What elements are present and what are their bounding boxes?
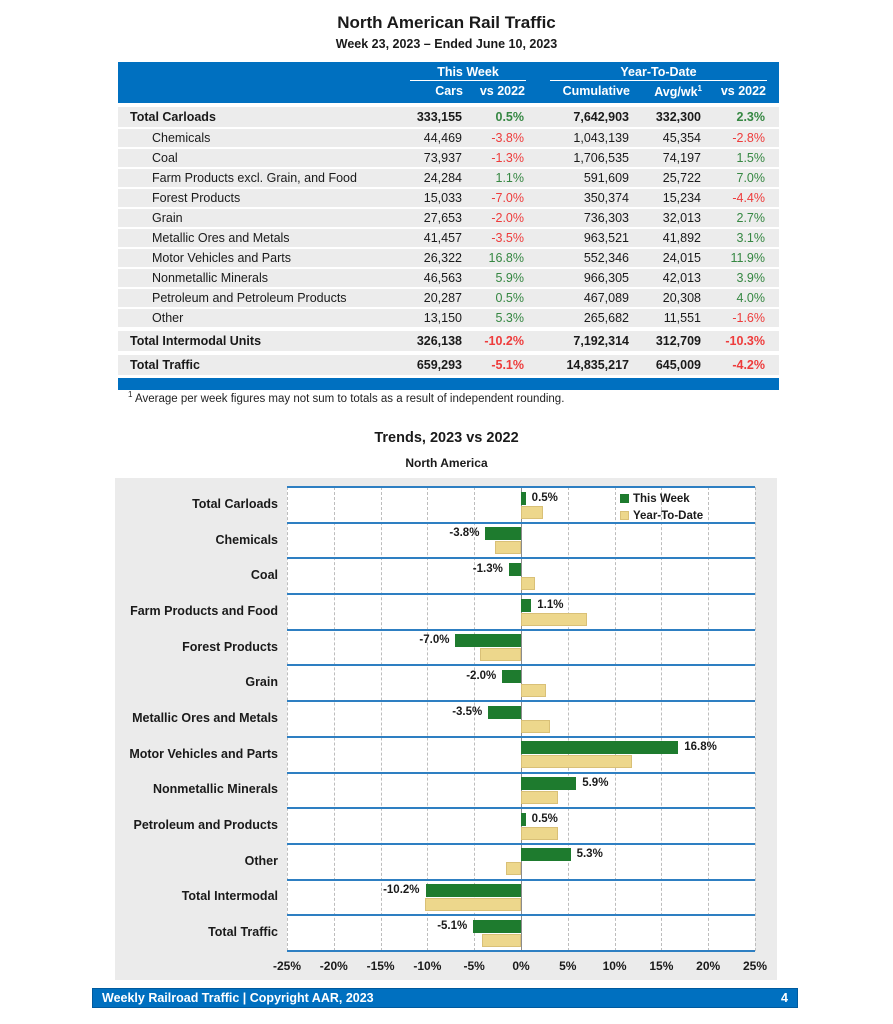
cars-vs-2022: 1.1%	[495, 171, 524, 186]
ytd-vs-2022: -10.3%	[725, 334, 765, 349]
band-separator	[287, 593, 755, 595]
row-label: Forest Products	[152, 191, 241, 206]
column-header-cars-vs-2022: vs 2022	[479, 84, 525, 98]
bar-value-label: -10.2%	[383, 884, 420, 897]
band-separator	[287, 664, 755, 666]
table-row-chemicals	[118, 129, 779, 147]
footnote	[128, 390, 564, 405]
ytd-vs-2022: 11.9%	[730, 251, 765, 266]
bar-value-label: -3.5%	[452, 705, 483, 718]
bar-this-week-grain	[502, 670, 521, 683]
bar-value-label: 16.8%	[684, 741, 717, 754]
bar-this-week-petroleum-and-products	[521, 813, 526, 826]
bar-this-week-total-intermodal	[426, 884, 521, 897]
bar-year-to-date-forest-products	[480, 648, 521, 661]
x-tick-label: -10%	[413, 959, 442, 973]
this-week-swatch-icon	[620, 494, 629, 503]
bar-year-to-date-coal	[521, 577, 535, 590]
cars-value: 15,033	[423, 191, 462, 206]
bar-year-to-date-grain	[521, 684, 546, 697]
ytd-avg-wk: 32,013	[662, 211, 701, 226]
band-separator	[287, 629, 755, 631]
table-row-motor-vehicles-and-parts	[118, 249, 779, 267]
table-header-groups	[118, 65, 779, 81]
row-label: Nonmetallic Minerals	[152, 271, 269, 286]
band-separator	[287, 700, 755, 702]
ytd-cumulative: 966,305	[583, 271, 629, 286]
ytd-vs-2022: -2.8%	[732, 131, 765, 146]
cars-vs-2022: -1.3%	[491, 151, 524, 166]
bar-this-week-chemicals	[485, 527, 521, 540]
bar-this-week-metallic-ores-and-metals	[488, 706, 521, 719]
group-header-this-week: This Week	[410, 65, 526, 81]
bar-year-to-date-farm-products-and-food	[521, 613, 587, 626]
table-row-grain	[118, 209, 779, 227]
row-label: Coal	[152, 151, 178, 166]
bar-value-label: 0.5%	[531, 812, 558, 825]
x-tick-label: 20%	[696, 959, 721, 973]
cars-vs-2022: -3.8%	[491, 131, 524, 146]
column-header-ytd-vs-2022: vs 2022	[720, 84, 766, 98]
bar-value-label: 5.3%	[576, 848, 603, 861]
table-row-total-intermodal-units	[118, 331, 779, 351]
bar-this-week-motor-vehicles-and-parts	[521, 741, 678, 754]
x-tick-label: -5%	[463, 959, 485, 973]
bar-value-label: -5.1%	[437, 919, 468, 932]
bar-this-week-nonmetallic-minerals	[521, 777, 576, 790]
ytd-cumulative: 963,521	[583, 231, 629, 246]
ytd-avg-wk: 41,892	[662, 231, 701, 246]
ytd-avg-wk: 25,722	[662, 171, 701, 186]
ytd-avg-wk: 645,009	[655, 358, 701, 373]
footnote-marker: 1	[128, 390, 133, 399]
cars-value: 73,937	[423, 151, 462, 166]
x-tick-label: -25%	[272, 959, 301, 973]
ytd-cumulative: 591,609	[583, 171, 629, 186]
table-bottom-bar	[118, 378, 779, 390]
ytd-vs-2022: 2.7%	[736, 211, 765, 226]
bar-value-label: -3.8%	[449, 527, 480, 540]
legend-item-year-to-date	[620, 507, 703, 524]
footer-page-number: 4	[781, 991, 788, 1005]
legend-label-year-to-date: Year-To-Date	[633, 509, 704, 522]
category-label-total-intermodal: Total Intermodal	[181, 889, 278, 904]
category-label-farm-products-and-food: Farm Products and Food	[130, 603, 278, 618]
ytd-avg-wk: 45,354	[662, 131, 701, 146]
cars-value: 41,457	[423, 231, 462, 246]
cars-vs-2022: -5.1%	[491, 358, 524, 373]
bar-year-to-date-total-intermodal	[425, 898, 521, 911]
cars-value: 44,469	[423, 131, 462, 146]
page-title: North American Rail Traffic	[337, 13, 556, 32]
bar-year-to-date-total-carloads	[521, 506, 543, 519]
ytd-cumulative: 7,642,903	[573, 110, 629, 125]
ytd-cumulative: 552,346	[583, 251, 629, 266]
x-tick-label: 25%	[742, 959, 768, 973]
bar-this-week-total-traffic	[473, 920, 521, 933]
ytd-avg-wk: 20,308	[662, 291, 701, 306]
footer-bar	[92, 988, 798, 1008]
avg-wk-footnote-marker: 1	[697, 84, 702, 93]
ytd-vs-2022: 1.5%	[736, 151, 765, 166]
row-label: Total Traffic	[130, 358, 200, 373]
ytd-cumulative: 14,835,217	[566, 358, 629, 373]
category-label-chemicals: Chemicals	[215, 532, 278, 547]
bar-year-to-date-other	[506, 862, 521, 875]
chart-legend	[620, 490, 703, 524]
bar-value-label: 0.5%	[531, 491, 558, 504]
row-label: Total Intermodal Units	[130, 334, 262, 349]
ytd-vs-2022: 2.3%	[736, 110, 765, 125]
ytd-cumulative: 736,303	[583, 211, 629, 226]
chart-title: Trends, 2023 vs 2022	[374, 430, 519, 446]
ytd-cumulative: 1,706,535	[573, 151, 629, 166]
ytd-cumulative: 350,374	[583, 191, 629, 206]
ytd-vs-2022: 3.1%	[736, 231, 765, 246]
category-label-metallic-ores-and-metals: Metallic Ores and Metals	[132, 711, 278, 725]
cars-value: 46,563	[423, 271, 462, 286]
column-header-avg-wk	[643, 81, 715, 100]
band-separator	[287, 879, 755, 881]
category-label-petroleum-and-products: Petroleum and Products	[133, 818, 278, 833]
ytd-vs-2022: 4.0%	[736, 291, 765, 306]
column-header-cumulative: Cumulative	[562, 84, 630, 98]
bar-value-label: 5.9%	[582, 777, 609, 790]
cars-vs-2022: 16.8%	[488, 251, 524, 266]
table-row-forest-products	[118, 189, 779, 207]
cars-vs-2022: 0.5%	[495, 110, 524, 125]
bar-year-to-date-motor-vehicles-and-parts	[521, 755, 632, 768]
bar-value-label: -1.3%	[472, 562, 503, 575]
table-header	[118, 62, 779, 103]
year-to-date-swatch-icon	[620, 511, 629, 520]
bar-this-week-farm-products-and-food	[521, 599, 531, 612]
cars-vs-2022: -2.0%	[491, 211, 524, 226]
x-tick-label: 0%	[512, 959, 530, 973]
band-separator	[287, 772, 755, 774]
cars-value: 27,653	[423, 211, 462, 226]
avg-wk-label: Avg/wk	[654, 85, 698, 100]
category-label-nonmetallic-minerals: Nonmetallic Minerals	[152, 782, 278, 797]
ytd-avg-wk: 42,013	[662, 271, 701, 286]
table-header-columns	[118, 81, 779, 100]
ytd-avg-wk: 312,709	[655, 334, 701, 349]
trends-chart	[115, 478, 777, 980]
category-label-forest-products: Forest Products	[182, 639, 278, 654]
chart-subtitle: North America	[405, 456, 488, 470]
page-subtitle: Week 23, 2023 – Ended June 10, 2023	[335, 37, 558, 51]
category-label-coal: Coal	[250, 568, 278, 583]
bar-year-to-date-petroleum-and-products	[521, 827, 558, 840]
band-separator	[287, 557, 755, 559]
category-label-grain: Grain	[245, 675, 278, 690]
cars-vs-2022: 5.3%	[495, 311, 524, 326]
ytd-vs-2022: -4.2%	[732, 358, 765, 373]
x-tick-label: -15%	[366, 959, 395, 973]
row-label: Motor Vehicles and Parts	[152, 251, 291, 266]
table-row-total-carloads	[118, 107, 779, 127]
band-separator	[287, 736, 755, 738]
table-row-nonmetallic-minerals	[118, 269, 779, 287]
cars-value: 326,138	[416, 334, 462, 349]
bar-year-to-date-metallic-ores-and-metals	[521, 720, 550, 733]
ytd-vs-2022: 7.0%	[736, 171, 765, 186]
bar-value-label: 1.1%	[537, 598, 564, 611]
table-row-farm-products-excl-grain-and-food	[118, 169, 779, 187]
ytd-avg-wk: 15,234	[662, 191, 701, 206]
x-tick-label: -20%	[319, 959, 348, 973]
bar-this-week-coal	[509, 563, 521, 576]
table-row-other	[118, 309, 779, 327]
header-spacer	[118, 65, 398, 81]
bar-this-week-forest-products	[455, 634, 521, 647]
ytd-vs-2022: -1.6%	[732, 311, 765, 326]
category-label-total-traffic: Total Traffic	[208, 925, 278, 940]
group-header-year-to-date: Year-To-Date	[550, 65, 767, 81]
table-row-petroleum-and-petroleum-products	[118, 289, 779, 307]
traffic-table	[118, 62, 779, 390]
cars-vs-2022: 0.5%	[495, 291, 524, 306]
band-separator	[287, 843, 755, 845]
bar-this-week-other	[521, 848, 571, 861]
table-body	[118, 107, 779, 375]
cars-value: 333,155	[416, 110, 462, 125]
bar-year-to-date-chemicals	[495, 541, 521, 554]
cars-vs-2022: 5.9%	[495, 271, 524, 286]
ytd-cumulative: 467,089	[583, 291, 629, 306]
cars-value: 20,287	[423, 291, 462, 306]
cars-value: 24,284	[423, 171, 462, 186]
row-label: Grain	[152, 211, 183, 226]
bar-year-to-date-nonmetallic-minerals	[521, 791, 558, 804]
category-label-motor-vehicles-and-parts: Motor Vehicles and Parts	[129, 746, 278, 761]
ytd-vs-2022: 3.9%	[736, 271, 765, 286]
ytd-cumulative: 265,682	[583, 311, 629, 326]
bar-this-week-total-carloads	[521, 492, 526, 505]
row-label: Metallic Ores and Metals	[152, 231, 290, 246]
bar-value-label: -7.0%	[419, 634, 450, 647]
band-separator	[287, 914, 755, 916]
row-label: Chemicals	[152, 131, 211, 146]
header-spacer	[118, 81, 398, 100]
ytd-avg-wk: 74,197	[662, 151, 701, 166]
table-row-coal	[118, 149, 779, 167]
ytd-avg-wk: 11,551	[663, 311, 701, 326]
column-header-cars: Cars	[435, 84, 463, 98]
ytd-avg-wk: 332,300	[655, 110, 701, 125]
cars-vs-2022: -3.5%	[491, 231, 524, 246]
category-label-other: Other	[244, 853, 278, 868]
cars-value: 13,150	[423, 311, 462, 326]
footnote-text: Average per week figures may not sum to totals as a result of independent rounding.	[135, 392, 565, 405]
category-label-total-carloads: Total Carloads	[192, 496, 278, 511]
table-row-total-traffic	[118, 355, 779, 375]
cars-vs-2022: -7.0%	[491, 191, 524, 206]
x-tick-label: 15%	[649, 959, 674, 973]
legend-item-this-week	[620, 490, 703, 507]
ytd-vs-2022: -4.4%	[732, 191, 765, 206]
row-label: Petroleum and Petroleum Products	[152, 291, 347, 306]
bar-value-label: -2.0%	[466, 669, 497, 682]
row-label: Other	[152, 311, 184, 326]
table-row-metallic-ores-and-metals	[118, 229, 779, 247]
band-separator	[287, 807, 755, 809]
bar-year-to-date-total-traffic	[482, 934, 521, 947]
x-tick-label: 5%	[559, 959, 577, 973]
gridline	[755, 487, 756, 951]
ytd-cumulative: 1,043,139	[573, 131, 629, 146]
cars-value: 26,322	[423, 251, 462, 266]
row-label: Total Carloads	[130, 110, 216, 125]
band-separator	[287, 950, 755, 952]
x-tick-label: 10%	[602, 959, 627, 973]
cars-vs-2022: -10.2%	[484, 334, 524, 349]
ytd-cumulative: 7,192,314	[573, 334, 629, 349]
cars-value: 659,293	[416, 358, 462, 373]
legend-label-this-week: This Week	[633, 492, 690, 505]
ytd-avg-wk: 24,015	[662, 251, 701, 266]
band-separator	[287, 486, 755, 488]
row-label: Farm Products excl. Grain, and Food	[152, 171, 357, 186]
footer-text: Weekly Railroad Traffic | Copyright AAR, 2023	[102, 991, 374, 1005]
